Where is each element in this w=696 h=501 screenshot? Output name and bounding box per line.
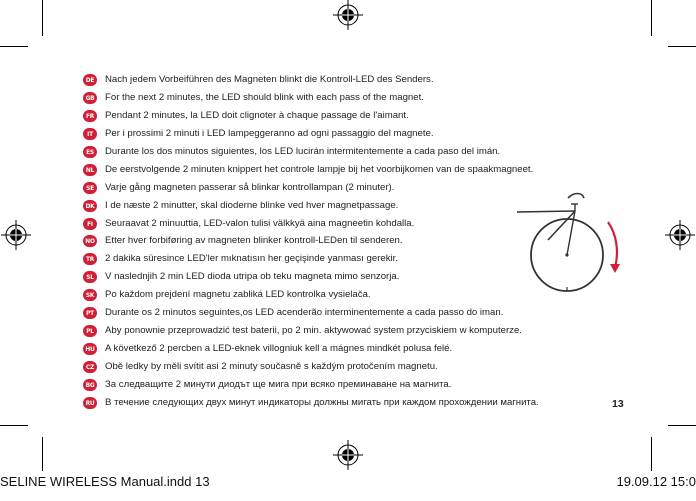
instruction-text: Pendant 2 minutes, la LED doit clignoter à chaque passage de l'aimant. [105, 109, 409, 121]
language-badge: ES [83, 146, 97, 158]
list-item [83, 161, 643, 179]
crop-mark [651, 437, 652, 471]
language-badge: PL [83, 325, 97, 337]
language-badge: GB [83, 92, 97, 104]
instruction-text: За следващите 2 минути диодът ще мига при всяко преминаване на магнита. [105, 378, 452, 390]
footer-date-label: 19.09.12 15:0 [616, 474, 696, 489]
instruction-text: I de næste 2 minutter, skal dioderne blinke ved hver magnetpassage. [105, 199, 399, 211]
instruction-text: 2 dakika süresince LED'ler mıknatısın her geçişinde yanması gerekir. [105, 253, 398, 265]
crop-mark [42, 0, 43, 36]
instruction-text: Per i prossimi 2 minuti i LED lampeggeranno ad ogni passaggio del magnete. [105, 127, 434, 139]
crop-mark [42, 437, 43, 471]
language-badge: BG [83, 379, 97, 391]
list-item [83, 340, 643, 358]
language-badge: HU [83, 343, 97, 355]
language-badge: NO [83, 235, 97, 247]
list-item [83, 143, 643, 161]
list-item [83, 376, 643, 394]
instruction-text: Etter hver forbiføring av magneten blinker kontroll-LEDen til senderen. [105, 235, 403, 247]
crop-mark [0, 425, 28, 426]
language-badge: FR [83, 110, 97, 122]
instruction-text: Nach jedem Vorbeiführen des Magneten blinkt die Kontroll-LED des Senders. [105, 74, 434, 85]
list-item [83, 358, 643, 376]
language-badge: RU [83, 397, 97, 409]
registration-mark-icon [665, 220, 695, 250]
instruction-text: A következő 2 percben a LED-eknek villogniuk kell a mágnes mindkét polusa felé. [105, 343, 453, 355]
language-badge: FI [83, 218, 97, 230]
list-item [83, 107, 643, 125]
instruction-text: Obě ledky by měli svítit asi 2 minuty současně s každým protočením magnetu. [105, 361, 438, 372]
page-number: 13 [612, 398, 624, 410]
crop-mark [668, 425, 696, 426]
instruction-text: В течение следующих двух минут индикаторы должны мигать при каждом прохождении магнита. [105, 396, 539, 408]
language-badge: IT [83, 128, 97, 140]
instruction-text: Aby ponownie przeprowadzić test baterii, po 2 min. aktywować system przyciskiem w komputerze. [105, 325, 522, 337]
list-item [83, 71, 643, 89]
language-badge: SE [83, 182, 97, 194]
language-badge: NL [83, 164, 97, 176]
crop-mark [0, 46, 28, 47]
crop-mark [668, 46, 696, 47]
language-badge: PT [83, 307, 97, 319]
registration-mark-icon [333, 440, 363, 470]
instruction-text: Seuraavat 2 minuuttia, LED-valon tulisi välkkyä aina magneetin kohdalla. [105, 217, 415, 229]
list-item [83, 394, 643, 412]
crop-mark [651, 0, 652, 36]
instruction-text: V naslednjih 2 min LED dioda utripa ob teku magneta mimo senzorja. [105, 271, 400, 283]
language-badge: DE [83, 74, 97, 86]
instruction-text: Po každom prejdení magnetu zabliká LED kontrolka vysielača. [105, 289, 371, 301]
list-item [83, 89, 643, 107]
language-badge: SK [83, 289, 97, 301]
bike-wheel-rotation-icon [512, 190, 632, 300]
instruction-text: De eerstvolgende 2 minuten knippert het controle lampje bij het voorbijkomen van de spaakmagneet. [105, 163, 534, 175]
list-item [83, 304, 643, 322]
instruction-text: For the next 2 minutes, the LED should blink with each pass of the magnet. [105, 91, 424, 103]
instruction-text: Durante os 2 minutos seguintes,os LED acenderão interminentemente a cada passo do iman. [105, 307, 504, 319]
language-badge: DK [83, 200, 97, 212]
language-badge: TR [83, 253, 97, 265]
registration-mark-icon [1, 220, 31, 250]
instruction-text: Varje gång magneten passerar så blinkar kontrollampan (2 minuter). [105, 181, 395, 193]
language-badge: SL [83, 271, 97, 283]
list-item [83, 125, 643, 143]
list-item [83, 322, 643, 340]
language-badge: CZ [83, 361, 97, 373]
footer-file-label: SELINE WIRELESS Manual.indd 13 [0, 474, 210, 489]
instruction-text: Durante los dos minutos siguientes, los LED lucirán intermitentemente a cada paso del imán. [105, 145, 501, 157]
registration-mark-icon [333, 0, 363, 30]
